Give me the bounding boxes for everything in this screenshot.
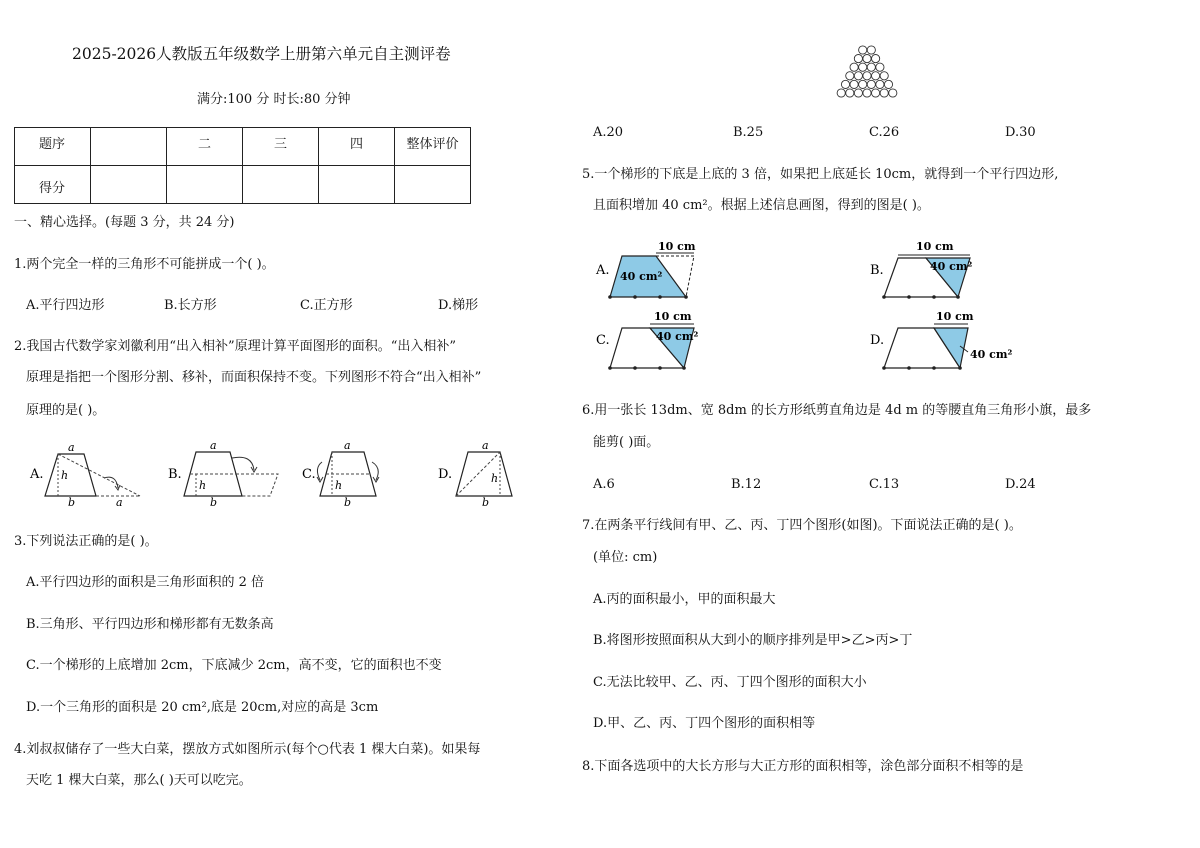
- var-b-label: b: [482, 496, 490, 509]
- score-row-label: 得分: [15, 166, 91, 204]
- cabbage-circle: [854, 72, 862, 80]
- q4-option-d[interactable]: D.30: [1005, 125, 1036, 140]
- q7-option-b[interactable]: B.将图形按照面积从大到小的顺序排列是甲>乙>丙>丁: [593, 633, 913, 648]
- cabbage-circle: [872, 72, 880, 80]
- figure-label: A.: [30, 467, 44, 482]
- q5-figure-c[interactable]: [594, 308, 714, 372]
- q1-option-b[interactable]: B.长方形: [164, 298, 217, 313]
- cabbage-circle: [846, 72, 854, 80]
- var-b-label: b: [210, 496, 218, 509]
- q7-option-a[interactable]: A.丙的面积最小，甲的面积最大: [593, 592, 776, 607]
- cabbage-circle: [859, 46, 867, 54]
- cabbage-circle: [859, 80, 867, 88]
- cabbage-circle: [876, 80, 884, 88]
- score-col-header: 四: [319, 128, 395, 166]
- question-5-line-2: 且面积增加 40 cm²。根据上述信息画图，得到的图是( )。: [593, 198, 930, 213]
- q3-option-d[interactable]: D.一个三角形的面积是 20 cm²,底是 20cm,对应的高是 3cm: [26, 700, 379, 715]
- score-cell[interactable]: [395, 166, 471, 204]
- q1-option-d[interactable]: D.梯形: [438, 298, 479, 313]
- cabbage-circle: [854, 89, 862, 97]
- score-col-header: 整体评价: [395, 128, 471, 166]
- cabbage-circle: [867, 80, 875, 88]
- q4-option-b[interactable]: B.25: [733, 125, 764, 140]
- figure-label: C.: [596, 333, 610, 348]
- var-a-label: a: [116, 496, 123, 509]
- q3-option-b[interactable]: B.三角形、平行四边形和梯形都有无数条高: [26, 617, 274, 632]
- cabbage-circle: [872, 55, 880, 63]
- q1-option-a[interactable]: A.平行四边形: [26, 298, 105, 313]
- question-6-line-1: 6.用一张长 13dm、宽 8dm 的长方形纸剪直角边是 4d m 的等腰直角三角形小旗，最多: [582, 403, 1092, 418]
- length-label: 10 cm: [654, 310, 692, 323]
- q4-option-a[interactable]: A.20: [593, 125, 624, 140]
- q5-figure-d[interactable]: [868, 308, 1013, 372]
- cabbage-circle: [837, 89, 845, 97]
- var-h-label: h: [199, 479, 207, 492]
- figure-label: B.: [870, 263, 884, 278]
- area-label: 40 cm²: [620, 270, 663, 283]
- score-cell[interactable]: [243, 166, 319, 204]
- q6-option-a[interactable]: A.6: [593, 477, 615, 492]
- q3-option-c[interactable]: C.一个梯形的上底增加 2cm，下底减少 2cm，高不变，它的面积也不变: [26, 658, 442, 673]
- cabbage-circle: [846, 89, 854, 97]
- cabbage-circle: [880, 89, 888, 97]
- cabbage-circle: [854, 55, 862, 63]
- cabbage-circle: [863, 89, 871, 97]
- paper-meta: 满分:100 分 时长:80 分钟: [197, 92, 351, 107]
- figure-label: A.: [596, 263, 610, 278]
- var-a-label: a: [344, 439, 351, 452]
- q2-figure-d[interactable]: [438, 439, 528, 509]
- paper-title: 2025-2026人教版五年级数学上册第六单元自主测评卷: [72, 45, 451, 63]
- question-4-line-2: 天吃 1 棵大白菜，那么( )天可以吃完。: [26, 773, 252, 788]
- question-8: 8.下面各选项中的大长方形与大正方形的面积相等，涂色部分面积不相等的是: [582, 759, 1024, 774]
- cabbage-circle: [889, 89, 897, 97]
- length-label: 10 cm: [916, 240, 954, 253]
- cabbage-circle: [863, 72, 871, 80]
- question-4-line-1: 4.刘叔叔储存了一些大白菜，摆放方式如图所示(每个○代表 1 棵大白菜)。如果每: [14, 742, 481, 757]
- area-label: 40 cm²: [656, 330, 699, 343]
- score-col-header: 三: [243, 128, 319, 166]
- score-table: [14, 127, 471, 204]
- cabbage-circle: [859, 63, 867, 71]
- q2-figure-b[interactable]: [166, 439, 286, 509]
- q6-option-b[interactable]: B.12: [731, 477, 762, 492]
- score-table-row: [15, 166, 471, 204]
- score-cell[interactable]: [167, 166, 243, 204]
- q6-option-c[interactable]: C.13: [869, 477, 900, 492]
- figure-label: C.: [302, 467, 316, 482]
- cabbage-circle: [850, 80, 858, 88]
- var-h-label: h: [335, 479, 343, 492]
- figure-label: B.: [168, 467, 182, 482]
- cabbage-circle: [867, 46, 875, 54]
- q2-figure-c[interactable]: [302, 439, 402, 509]
- var-a-label: a: [482, 439, 489, 452]
- question-3: 3.下列说法正确的是( )。: [14, 534, 158, 549]
- cabbage-circle: [863, 55, 871, 63]
- length-label: 10 cm: [658, 240, 696, 253]
- cabbage-pyramid-figure: [815, 44, 919, 100]
- question-2-line-3: 原理的是( )。: [26, 403, 106, 418]
- figure-label: D.: [438, 467, 453, 482]
- question-5-line-1: 5.一个梯形的下底是上底的 3 倍，如果把上底延长 10cm，就得到一个平行四边形,: [582, 167, 1059, 182]
- cabbage-circle: [880, 72, 888, 80]
- question-6-line-2: 能剪( )面。: [593, 435, 660, 450]
- score-col-header: [91, 128, 167, 166]
- cabbage-circle: [841, 80, 849, 88]
- q7-option-c[interactable]: C.无法比较甲、乙、丙、丁四个图形的面积大小: [593, 675, 867, 690]
- q3-option-a[interactable]: A.平行四边形的面积是三角形面积的 2 倍: [26, 575, 265, 590]
- var-h-label: h: [491, 472, 499, 485]
- cabbage-circle: [872, 89, 880, 97]
- var-b-label: b: [344, 496, 352, 509]
- q5-figure-b[interactable]: [868, 238, 988, 302]
- area-label: 40 cm²: [970, 348, 1013, 361]
- q2-figure-a[interactable]: [28, 440, 148, 509]
- var-a-label: a: [68, 441, 75, 454]
- var-h-label: h: [61, 469, 69, 482]
- score-row-label: 题序: [15, 128, 91, 166]
- cabbage-circle: [884, 80, 892, 88]
- figure-label: D.: [870, 333, 885, 348]
- section-heading: 一、精心选择。(每题 3 分，共 24 分): [14, 215, 235, 230]
- q6-option-d[interactable]: D.24: [1005, 477, 1036, 492]
- question-7-line-1: 7.在两条平行线间有甲、乙、丙、丁四个图形(如图)。下面说法正确的是( )。: [582, 518, 1022, 533]
- question-2-line-2: 原理是指把一个图形分割、移补，而面积保持不变。下列图形不符合“出入相补”: [26, 370, 482, 385]
- cabbage-circle: [867, 63, 875, 71]
- score-table-row: [15, 128, 471, 166]
- var-a-label: a: [210, 439, 217, 452]
- area-label: 40 cm²: [930, 260, 973, 273]
- var-b-label: b: [68, 496, 76, 509]
- score-col-header: 二: [167, 128, 243, 166]
- score-cell[interactable]: [319, 166, 395, 204]
- question-2-line-1: 2.我国古代数学家刘徽利用“出入相补”原理计算平面图形的面积。“出入相补”: [14, 339, 456, 354]
- cabbage-circle: [850, 63, 858, 71]
- q5-figure-a[interactable]: [594, 238, 714, 302]
- q7-option-d[interactable]: D.甲、乙、丙、丁四个图形的面积相等: [593, 716, 816, 731]
- q4-option-c[interactable]: C.26: [869, 125, 900, 140]
- length-label: 10 cm: [936, 310, 974, 323]
- score-cell[interactable]: [91, 166, 167, 204]
- q1-option-c[interactable]: C.正方形: [300, 298, 353, 313]
- question-7-line-2: (单位: cm): [593, 550, 658, 565]
- question-1: 1.两个完全一样的三角形不可能拼成一个( )。: [14, 257, 275, 272]
- cabbage-circle: [876, 63, 884, 71]
